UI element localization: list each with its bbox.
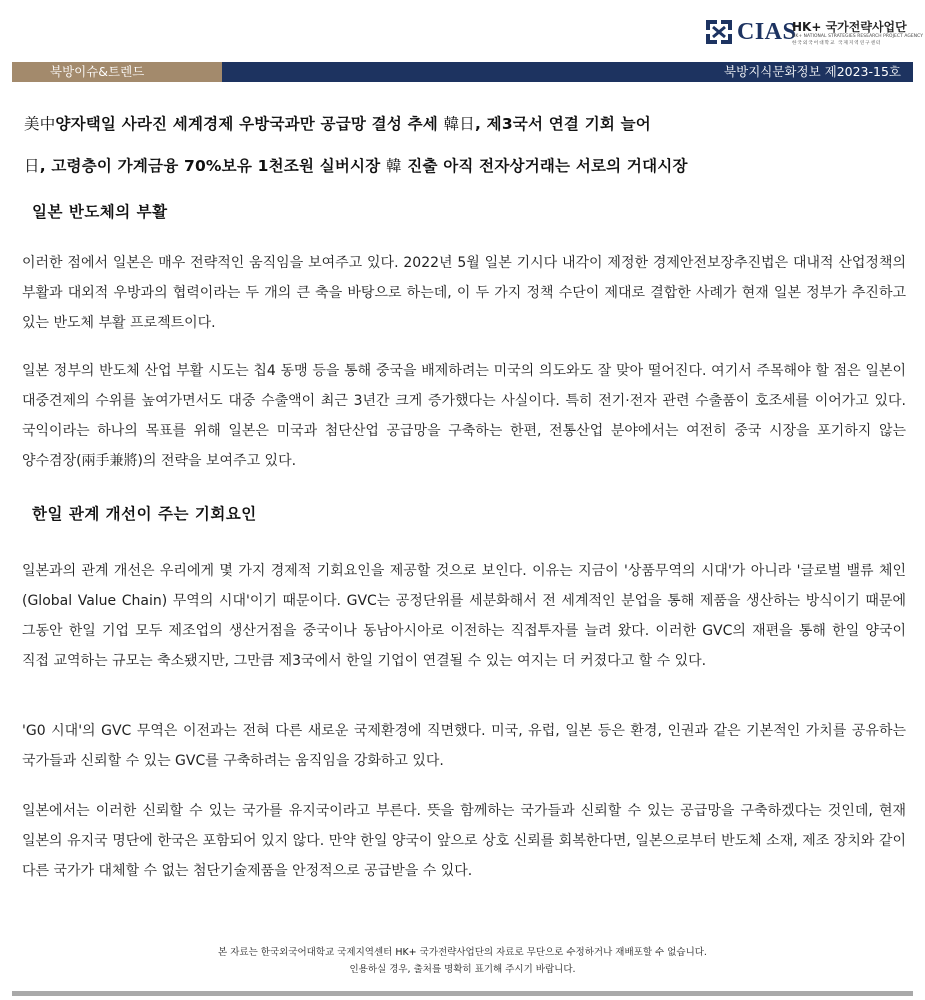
headline-1-text: 양자택일 사라진 세계경제 우방국과만 공급망 결성 추세 (55, 115, 444, 133)
issue-number: 북방지식문화정보 제2023-15호 (222, 62, 913, 82)
section-title: 한일 관계 개선이 주는 기회요인 (32, 505, 257, 523)
headline-1-lead2: 韓日 (443, 115, 475, 133)
category-label: 북방이슈&트렌드 (12, 62, 222, 82)
logo-title: HK+ 국가전략사업단 (792, 20, 907, 34)
headline-2-lead2: 韓 (386, 157, 402, 175)
headline-1-lead: 美中 (24, 115, 56, 133)
crest-icon (704, 18, 734, 46)
paragraph: 'G0 시대'의 GVC 무역은 이전과는 전혀 다른 새로운 국제환경에 직면했다. 미국, 유럽, 일본 등은 환경, 인권과 같은 기본적인 가치를 공유하는 국가들과 신뢰할 수 있는 GVC를 구축하려는 움직임을 강화하고 있다. (22, 723, 906, 769)
headline-1 (24, 112, 651, 134)
paragraph: 일본에서는 이러한 신뢰할 수 있는 국가를 유지국이라고 부른다. 뜻을 함께하는 국가들과 신뢰할 수 있는 공급망을 구축하겠다는 것인데, 현재 일본의 유지국 명단에 한국은 포함되어 있지 않다. 만약 한일 양국이 앞으로 상호 신뢰를 회복한다면, 일본으로부터 반도체 소재, 제조 장치와 같이 다른 국가가 대체할 수 없는 첨단기술제품을 안정적으로 공급받을 수 있다. (22, 803, 906, 879)
headline-2 (24, 154, 688, 176)
paragraph: 이러한 점에서 일본은 매우 전략적인 움직임을 보여주고 있다. 2022년 5월 일본 기시다 내각이 제정한 경제안전보장추진법은 대내적 산업정책의 부활과 대외적 우방과의 협력이라는 두 개의 큰 축을 바탕으로 하는데, 이 두 가지 정책 수단이 제대로 결합한 사례가 현재 일본 정부가 추진하고 있는 반도체 부활 프로젝트이다. (22, 255, 906, 331)
logo-subtitle-ko: 한국외국어대학교 국제지역연구센터 (792, 41, 882, 46)
headline-2-lead: 日 (24, 157, 40, 175)
headline-1-text2: , 제3국서 연결 기회 늘어 (474, 115, 651, 133)
section-title: 일본 반도체의 부활 (32, 203, 168, 221)
headline-2-text: , 고령층이 가계금융 70%보유 1천조원 실버시장 (39, 157, 386, 175)
logo-subtitle-en: HK+ NATIONAL STRATEGIES RESEARCH PROJECT AGENCY (792, 34, 923, 39)
paragraph: 일본 정부의 반도체 산업 부활 시도는 칩4 동맹 등을 통해 중국을 배제하려는 미국의 의도와도 잘 맞아 떨어진다. 여기서 주목해야 할 점은 일본이 대중견제의 수위를 높여가면서도 대중 수출액이 최근 3년간 크게 증가했다는 사실이다. 특히 전기·전자 관련 수출품이 호조세를 이어가고 있다. 국익이라는 하나의 목표를 위해 일본은 미국과 첨단산업 공급망을 구축하는 한편, 전통산업 분야에서는 여전히 중국 시장을 포기하지 않는 양수겸장(兩手兼將)의 전략을 보여주고 있다. (22, 363, 906, 469)
footer-line-2: 인용하실 경우, 출처를 명확히 표기해 주시기 바랍니다. (349, 964, 576, 975)
cias-logo (704, 16, 923, 48)
header-bar (12, 62, 913, 82)
logo-wordmark: CIAS (737, 19, 797, 45)
paragraph: 일본과의 관계 개선은 우리에게 몇 가지 경제적 기회요인을 제공할 것으로 보인다. 이유는 지금이 '상품무역의 시대'가 아니라 '글로벌 밸류 체인(Global Value Chain) 무역의 시대'이기 때문이다. GVC는 공정단위를 세분화해서 전 세계적인 분업을 통해 제품을 생산하는 방식이기 때문에 그동안 한일 기업 모두 제조업의 생산거점을 중국이나 동남아시아로 이전하는 직접투자를 늘려 왔다. 이러한 GVC의 재편을 통해 한일 양국이 직접 교역하는 규모는 축소됐지만, 그만큼 제3국에서 한일 기업이 연결될 수 있는 여지는 더 커졌다고 할 수 있다. (22, 563, 906, 669)
footer-notice (0, 944, 925, 978)
footer-line-1: 본 자료는 한국외국어대학교 국제지역센터 HK+ 국가전략사업단의 자료로 무단으로 수정하거나 재배포할 수 없습니다. (218, 947, 707, 958)
headline-2-text2: 진출 아직 전자상거래는 서로의 거대시장 (401, 157, 688, 175)
footer-divider (12, 991, 913, 996)
